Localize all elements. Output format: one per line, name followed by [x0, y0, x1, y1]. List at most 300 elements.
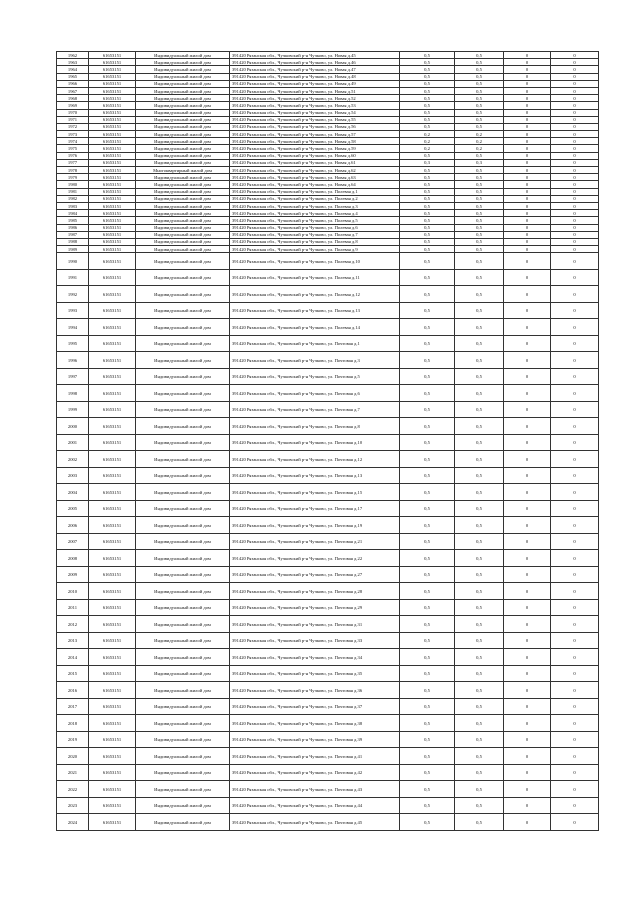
value-3-cell: 0	[504, 167, 551, 174]
value-4-cell: 0	[551, 368, 599, 385]
building-type-cell: Индивидуальный жилой дом	[136, 401, 230, 418]
value-1-cell: 0,5	[400, 632, 455, 649]
value-2-cell: 0,5	[455, 73, 504, 80]
building-type-cell: Индивидуальный жилой дом	[136, 418, 230, 435]
value-2-cell: 0,5	[455, 269, 504, 286]
value-1-cell: 0,5	[400, 246, 455, 253]
oktmo-code-cell: 61653151	[89, 188, 136, 195]
building-type-cell: Индивидуальный жилой дом	[136, 500, 230, 517]
address-cell: 391420 Рязанская обл., Чучковский р-н Чучково, ул. Новая д.55	[230, 116, 400, 123]
table-row	[57, 764, 599, 781]
value-2-cell: 0,5	[455, 123, 504, 130]
value-3-cell: 0	[504, 80, 551, 87]
value-1-cell: 0,5	[400, 797, 455, 814]
table-row	[57, 210, 599, 217]
building-type-cell: Индивидуальный жилой дом	[136, 87, 230, 94]
value-1-cell: 0,5	[400, 368, 455, 385]
table-row	[57, 109, 599, 116]
row-number-cell: 1991	[57, 269, 89, 286]
building-type-cell: Индивидуальный жилой дом	[136, 748, 230, 765]
oktmo-code-cell: 61653151	[89, 73, 136, 80]
value-4-cell: 0	[551, 632, 599, 649]
table-row	[57, 649, 599, 666]
value-2-cell: 0,5	[455, 401, 504, 418]
address-cell: 391420 Рязанская обл., Чучковский р-н Чучково, ул. Полевая д.12	[230, 286, 400, 303]
row-number-cell: 1988	[57, 238, 89, 245]
address-cell: 391420 Рязанская обл., Чучковский р-н Чучково, ул. Почтовая д.27	[230, 566, 400, 583]
building-type-cell: Индивидуальный жилой дом	[136, 566, 230, 583]
value-4-cell: 0	[551, 599, 599, 616]
value-2-cell: 0,5	[455, 616, 504, 633]
value-3-cell: 0	[504, 269, 551, 286]
value-2-cell: 0,5	[455, 95, 504, 102]
value-1-cell: 0,5	[400, 599, 455, 616]
address-cell: 391420 Рязанская обл., Чучковский р-н Чучково, ул. Почтовая д.10	[230, 434, 400, 451]
address-cell: 391420 Рязанская обл., Чучковский р-н Чучково, ул. Новая д.59	[230, 145, 400, 152]
value-4-cell: 0	[551, 302, 599, 319]
table-row	[57, 138, 599, 145]
table-row	[57, 195, 599, 202]
oktmo-code-cell: 61653151	[89, 517, 136, 534]
value-4-cell: 0	[551, 116, 599, 123]
value-2-cell: 0,5	[455, 217, 504, 224]
value-1-cell: 0,5	[400, 224, 455, 231]
address-cell: 391420 Рязанская обл., Чучковский р-н Чучково, ул. Новая д.53	[230, 102, 400, 109]
table-row	[57, 814, 599, 831]
value-2-cell: 0,5	[455, 174, 504, 181]
value-1-cell: 0,5	[400, 152, 455, 159]
building-type-cell: Индивидуальный жилой дом	[136, 715, 230, 732]
table-row	[57, 583, 599, 600]
building-type-cell: Индивидуальный жилой дом	[136, 649, 230, 666]
value-4-cell: 0	[551, 500, 599, 517]
value-2-cell: 0,5	[455, 797, 504, 814]
table-row	[57, 269, 599, 286]
address-cell: 391420 Рязанская обл., Чучковский р-н Чучково, ул. Почтовая д.17	[230, 500, 400, 517]
value-2-cell: 0,5	[455, 231, 504, 238]
value-2-cell: 0,5	[455, 66, 504, 73]
table-row	[57, 131, 599, 138]
row-number-cell: 2024	[57, 814, 89, 831]
address-cell: 391420 Рязанская обл., Чучковский р-н Чучково, ул. Полевая д.11	[230, 269, 400, 286]
address-cell: 391420 Рязанская обл., Чучковский р-н Чучково, ул. Полевая д.4	[230, 210, 400, 217]
value-4-cell: 0	[551, 649, 599, 666]
row-number-cell: 2010	[57, 583, 89, 600]
oktmo-code-cell: 61653151	[89, 181, 136, 188]
value-1-cell: 0,5	[400, 123, 455, 130]
table-row	[57, 352, 599, 369]
value-3-cell: 0	[504, 781, 551, 798]
address-cell: 391420 Рязанская обл., Чучковский р-н Чучково, ул. Полевая д.7	[230, 231, 400, 238]
value-4-cell: 0	[551, 269, 599, 286]
oktmo-code-cell: 61653151	[89, 616, 136, 633]
value-4-cell: 0	[551, 102, 599, 109]
address-cell: 391420 Рязанская обл., Чучковский р-н Чучково, ул. Новая д.64	[230, 181, 400, 188]
row-number-cell: 2009	[57, 566, 89, 583]
value-2-cell: 0,5	[455, 152, 504, 159]
address-cell: 391420 Рязанская обл., Чучковский р-н Чучково, ул. Полевая д.10	[230, 253, 400, 270]
data-table	[56, 51, 599, 831]
value-4-cell: 0	[551, 181, 599, 188]
value-1-cell: 0,5	[400, 269, 455, 286]
row-number-cell: 1976	[57, 152, 89, 159]
oktmo-code-cell: 61653151	[89, 302, 136, 319]
value-4-cell: 0	[551, 95, 599, 102]
value-3-cell: 0	[504, 599, 551, 616]
oktmo-code-cell: 61653151	[89, 80, 136, 87]
table-row	[57, 73, 599, 80]
value-1-cell: 0,5	[400, 583, 455, 600]
value-4-cell: 0	[551, 210, 599, 217]
building-type-cell: Индивидуальный жилой дом	[136, 131, 230, 138]
value-1-cell: 0,5	[400, 217, 455, 224]
value-4-cell: 0	[551, 451, 599, 468]
table-row	[57, 181, 599, 188]
oktmo-code-cell: 61653151	[89, 116, 136, 123]
oktmo-code-cell: 61653151	[89, 352, 136, 369]
value-3-cell: 0	[504, 123, 551, 130]
value-4-cell: 0	[551, 583, 599, 600]
row-number-cell: 2012	[57, 616, 89, 633]
value-1-cell: 0,5	[400, 649, 455, 666]
row-number-cell: 1979	[57, 174, 89, 181]
value-3-cell: 0	[504, 145, 551, 152]
value-2-cell: 0,5	[455, 352, 504, 369]
oktmo-code-cell: 61653151	[89, 238, 136, 245]
value-4-cell: 0	[551, 246, 599, 253]
value-4-cell: 0	[551, 152, 599, 159]
value-1-cell: 0,5	[400, 517, 455, 534]
building-type-cell: Индивидуальный жилой дом	[136, 159, 230, 166]
value-3-cell: 0	[504, 116, 551, 123]
address-cell: 391420 Рязанская обл., Чучковский р-н Чучково, ул. Полевая д.14	[230, 319, 400, 336]
row-number-cell: 1967	[57, 87, 89, 94]
value-4-cell: 0	[551, 715, 599, 732]
value-4-cell: 0	[551, 467, 599, 484]
value-3-cell: 0	[504, 649, 551, 666]
row-number-cell: 1966	[57, 80, 89, 87]
oktmo-code-cell: 61653151	[89, 731, 136, 748]
oktmo-code-cell: 61653151	[89, 202, 136, 209]
value-3-cell: 0	[504, 665, 551, 682]
table-row	[57, 599, 599, 616]
value-2-cell: 0,5	[455, 764, 504, 781]
value-2-cell: 0,5	[455, 566, 504, 583]
address-cell: 391420 Рязанская обл., Чучковский р-н Чучково, ул. Новая д.60	[230, 152, 400, 159]
value-1-cell: 0,5	[400, 467, 455, 484]
building-type-cell: Индивидуальный жилой дом	[136, 95, 230, 102]
row-number-cell: 1992	[57, 286, 89, 303]
value-1-cell: 0,5	[400, 434, 455, 451]
table-row	[57, 167, 599, 174]
value-4-cell: 0	[551, 401, 599, 418]
address-cell: 391420 Рязанская обл., Чучковский р-н Чучково, ул. Новая д.58	[230, 138, 400, 145]
value-4-cell: 0	[551, 145, 599, 152]
value-4-cell: 0	[551, 286, 599, 303]
value-2-cell: 0,5	[455, 583, 504, 600]
value-2-cell: 0,5	[455, 599, 504, 616]
value-1-cell: 0,5	[400, 52, 455, 59]
value-1-cell: 0,5	[400, 533, 455, 550]
oktmo-code-cell: 61653151	[89, 246, 136, 253]
table-row	[57, 217, 599, 224]
table-row	[57, 500, 599, 517]
value-4-cell: 0	[551, 698, 599, 715]
value-3-cell: 0	[504, 368, 551, 385]
building-type-cell: Индивидуальный жилой дом	[136, 616, 230, 633]
oktmo-code-cell: 61653151	[89, 682, 136, 699]
table-row	[57, 152, 599, 159]
table-row	[57, 246, 599, 253]
row-number-cell: 1993	[57, 302, 89, 319]
value-3-cell: 0	[504, 814, 551, 831]
building-type-cell: Индивидуальный жилой дом	[136, 102, 230, 109]
table-row	[57, 145, 599, 152]
oktmo-code-cell: 61653151	[89, 231, 136, 238]
value-3-cell: 0	[504, 66, 551, 73]
address-cell: 391420 Рязанская обл., Чучковский р-н Чучково, ул. Новая д.45	[230, 52, 400, 59]
table-row	[57, 418, 599, 435]
value-2-cell: 0,5	[455, 698, 504, 715]
value-1-cell: 0,5	[400, 253, 455, 270]
row-number-cell: 1999	[57, 401, 89, 418]
row-number-cell: 1980	[57, 181, 89, 188]
row-number-cell: 2013	[57, 632, 89, 649]
value-3-cell: 0	[504, 102, 551, 109]
value-2-cell: 0,5	[455, 59, 504, 66]
value-1-cell: 0,5	[400, 87, 455, 94]
value-3-cell: 0	[504, 210, 551, 217]
oktmo-code-cell: 61653151	[89, 814, 136, 831]
value-4-cell: 0	[551, 764, 599, 781]
value-3-cell: 0	[504, 181, 551, 188]
value-4-cell: 0	[551, 434, 599, 451]
address-cell: 391420 Рязанская обл., Чучковский р-н Чучково, ул. Почтовая д.42	[230, 764, 400, 781]
address-cell: 391420 Рязанская обл., Чучковский р-н Чучково, ул. Почтовая д.41	[230, 748, 400, 765]
building-type-cell: Индивидуальный жилой дом	[136, 181, 230, 188]
value-1-cell: 0,5	[400, 195, 455, 202]
value-2-cell: 0,5	[455, 682, 504, 699]
table-row	[57, 385, 599, 402]
address-cell: 391420 Рязанская обл., Чучковский р-н Чучково, ул. Новая д.48	[230, 73, 400, 80]
row-number-cell: 1975	[57, 145, 89, 152]
value-4-cell: 0	[551, 748, 599, 765]
building-type-cell: Индивидуальный жилой дом	[136, 814, 230, 831]
table-row	[57, 59, 599, 66]
value-2-cell: 0,5	[455, 550, 504, 567]
table-row	[57, 174, 599, 181]
value-1-cell: 0,5	[400, 814, 455, 831]
row-number-cell: 1971	[57, 116, 89, 123]
value-1-cell: 0,5	[400, 116, 455, 123]
address-cell: 391420 Рязанская обл., Чучковский р-н Чучково, ул. Почтовая д.38	[230, 715, 400, 732]
building-type-cell: Индивидуальный жилой дом	[136, 66, 230, 73]
value-2-cell: 0,3	[455, 159, 504, 166]
value-1-cell: 0,5	[400, 401, 455, 418]
oktmo-code-cell: 61653151	[89, 138, 136, 145]
value-3-cell: 0	[504, 286, 551, 303]
table-body	[57, 52, 599, 831]
value-2-cell: 0,5	[455, 202, 504, 209]
address-cell: 391420 Рязанская обл., Чучковский р-н Чучково, ул. Почтовая д.6	[230, 385, 400, 402]
oktmo-code-cell: 61653151	[89, 253, 136, 270]
value-1-cell: 0,5	[400, 202, 455, 209]
value-4-cell: 0	[551, 231, 599, 238]
oktmo-code-cell: 61653151	[89, 418, 136, 435]
value-3-cell: 0	[504, 195, 551, 202]
row-number-cell: 1978	[57, 167, 89, 174]
row-number-cell: 1986	[57, 224, 89, 231]
address-cell: 391420 Рязанская обл., Чучковский р-н Чучково, ул. Почтовая д.5	[230, 368, 400, 385]
row-number-cell: 1990	[57, 253, 89, 270]
value-3-cell: 0	[504, 434, 551, 451]
value-4-cell: 0	[551, 814, 599, 831]
value-3-cell: 0	[504, 352, 551, 369]
address-cell: 391420 Рязанская обл., Чучковский р-н Чучково, ул. Полевая д.2	[230, 195, 400, 202]
value-1-cell: 0,5	[400, 286, 455, 303]
value-1-cell: 0,5	[400, 174, 455, 181]
row-number-cell: 2006	[57, 517, 89, 534]
value-4-cell: 0	[551, 682, 599, 699]
oktmo-code-cell: 61653151	[89, 131, 136, 138]
building-type-cell: Индивидуальный жилой дом	[136, 467, 230, 484]
row-number-cell: 2011	[57, 599, 89, 616]
row-number-cell: 1995	[57, 335, 89, 352]
value-3-cell: 0	[504, 188, 551, 195]
address-cell: 391420 Рязанская обл., Чучковский р-н Чучково, ул. Почтовая д.7	[230, 401, 400, 418]
table-row	[57, 66, 599, 73]
value-1-cell: 0,5	[400, 66, 455, 73]
table-row	[57, 715, 599, 732]
value-3-cell: 0	[504, 583, 551, 600]
row-number-cell: 2008	[57, 550, 89, 567]
table-row	[57, 731, 599, 748]
table-row	[57, 116, 599, 123]
value-3-cell: 0	[504, 517, 551, 534]
value-3-cell: 0	[504, 246, 551, 253]
value-4-cell: 0	[551, 52, 599, 59]
oktmo-code-cell: 61653151	[89, 533, 136, 550]
row-number-cell: 2014	[57, 649, 89, 666]
value-3-cell: 0	[504, 715, 551, 732]
row-number-cell: 1965	[57, 73, 89, 80]
oktmo-code-cell: 61653151	[89, 781, 136, 798]
row-number-cell: 1969	[57, 102, 89, 109]
address-cell: 391420 Рязанская обл., Чучковский р-н Чучково, ул. Почтовая д.33	[230, 632, 400, 649]
value-2-cell: 0,5	[455, 335, 504, 352]
address-cell: 391420 Рязанская обл., Чучковский р-н Чучково, ул. Полевая д.6	[230, 224, 400, 231]
building-type-cell: Индивидуальный жилой дом	[136, 152, 230, 159]
address-cell: 391420 Рязанская обл., Чучковский р-н Чучково, ул. Новая д.52	[230, 95, 400, 102]
building-type-cell: Индивидуальный жилой дом	[136, 138, 230, 145]
building-type-cell: Индивидуальный жилой дом	[136, 665, 230, 682]
value-2-cell: 0,5	[455, 632, 504, 649]
row-number-cell: 1994	[57, 319, 89, 336]
address-cell: 391420 Рязанская обл., Чучковский р-н Чучково, ул. Почтовая д.37	[230, 698, 400, 715]
value-3-cell: 0	[504, 335, 551, 352]
value-2-cell: 0,5	[455, 484, 504, 501]
row-number-cell: 2017	[57, 698, 89, 715]
building-type-cell: Индивидуальный жилой дом	[136, 368, 230, 385]
address-cell: 391420 Рязанская обл., Чучковский р-н Чучково, ул. Почтовая д.31	[230, 616, 400, 633]
value-1-cell: 0,5	[400, 319, 455, 336]
oktmo-code-cell: 61653151	[89, 174, 136, 181]
address-cell: 391420 Рязанская обл., Чучковский р-н Чучково, ул. Почтовая д.1	[230, 335, 400, 352]
value-3-cell: 0	[504, 131, 551, 138]
value-1-cell: 0,5	[400, 550, 455, 567]
oktmo-code-cell: 61653151	[89, 87, 136, 94]
value-2-cell: 0,5	[455, 181, 504, 188]
building-type-cell: Индивидуальный жилой дом	[136, 434, 230, 451]
value-2-cell: 0,5	[455, 434, 504, 451]
value-4-cell: 0	[551, 731, 599, 748]
address-cell: 391420 Рязанская обл., Чучковский р-н Чучково, ул. Почтовая д.8	[230, 418, 400, 435]
value-4-cell: 0	[551, 665, 599, 682]
oktmo-code-cell: 61653151	[89, 715, 136, 732]
value-1-cell: 0,5	[400, 210, 455, 217]
table-row	[57, 682, 599, 699]
row-number-cell: 1962	[57, 52, 89, 59]
building-type-cell: Индивидуальный жилой дом	[136, 116, 230, 123]
value-2-cell: 0,5	[455, 224, 504, 231]
value-3-cell: 0	[504, 566, 551, 583]
value-3-cell: 0	[504, 174, 551, 181]
row-number-cell: 2015	[57, 665, 89, 682]
value-3-cell: 0	[504, 500, 551, 517]
value-3-cell: 0	[504, 217, 551, 224]
table-row	[57, 748, 599, 765]
value-2-cell: 0,5	[455, 253, 504, 270]
value-4-cell: 0	[551, 781, 599, 798]
address-cell: 391420 Рязанская обл., Чучковский р-н Чучково, ул. Полевая д.8	[230, 238, 400, 245]
value-1-cell: 0,5	[400, 665, 455, 682]
value-2-cell: 0,5	[455, 467, 504, 484]
value-3-cell: 0	[504, 73, 551, 80]
value-1-cell: 0,5	[400, 764, 455, 781]
value-4-cell: 0	[551, 123, 599, 130]
table-row	[57, 533, 599, 550]
value-2-cell: 0,5	[455, 814, 504, 831]
value-3-cell: 0	[504, 401, 551, 418]
table-row	[57, 159, 599, 166]
address-cell: 391420 Рязанская обл., Чучковский р-н Чучково, ул. Почтовая д.3	[230, 352, 400, 369]
value-2-cell: 0,5	[455, 665, 504, 682]
oktmo-code-cell: 61653151	[89, 286, 136, 303]
oktmo-code-cell: 61653151	[89, 698, 136, 715]
value-3-cell: 0	[504, 632, 551, 649]
value-4-cell: 0	[551, 202, 599, 209]
building-type-cell: Индивидуальный жилой дом	[136, 73, 230, 80]
table-row	[57, 566, 599, 583]
building-type-cell: Индивидуальный жилой дом	[136, 224, 230, 231]
value-3-cell: 0	[504, 467, 551, 484]
oktmo-code-cell: 61653151	[89, 368, 136, 385]
value-3-cell: 0	[504, 159, 551, 166]
row-number-cell: 2018	[57, 715, 89, 732]
table-row	[57, 632, 599, 649]
oktmo-code-cell: 61653151	[89, 102, 136, 109]
value-2-cell: 0,5	[455, 731, 504, 748]
building-type-cell: Индивидуальный жилой дом	[136, 632, 230, 649]
value-3-cell: 0	[504, 418, 551, 435]
value-1-cell: 0,5	[400, 385, 455, 402]
value-1-cell: 0,5	[400, 566, 455, 583]
building-type-cell: Индивидуальный жилой дом	[136, 517, 230, 534]
building-type-cell: Индивидуальный жилой дом	[136, 781, 230, 798]
value-1-cell: 0,5	[400, 484, 455, 501]
row-number-cell: 1981	[57, 188, 89, 195]
oktmo-code-cell: 61653151	[89, 195, 136, 202]
